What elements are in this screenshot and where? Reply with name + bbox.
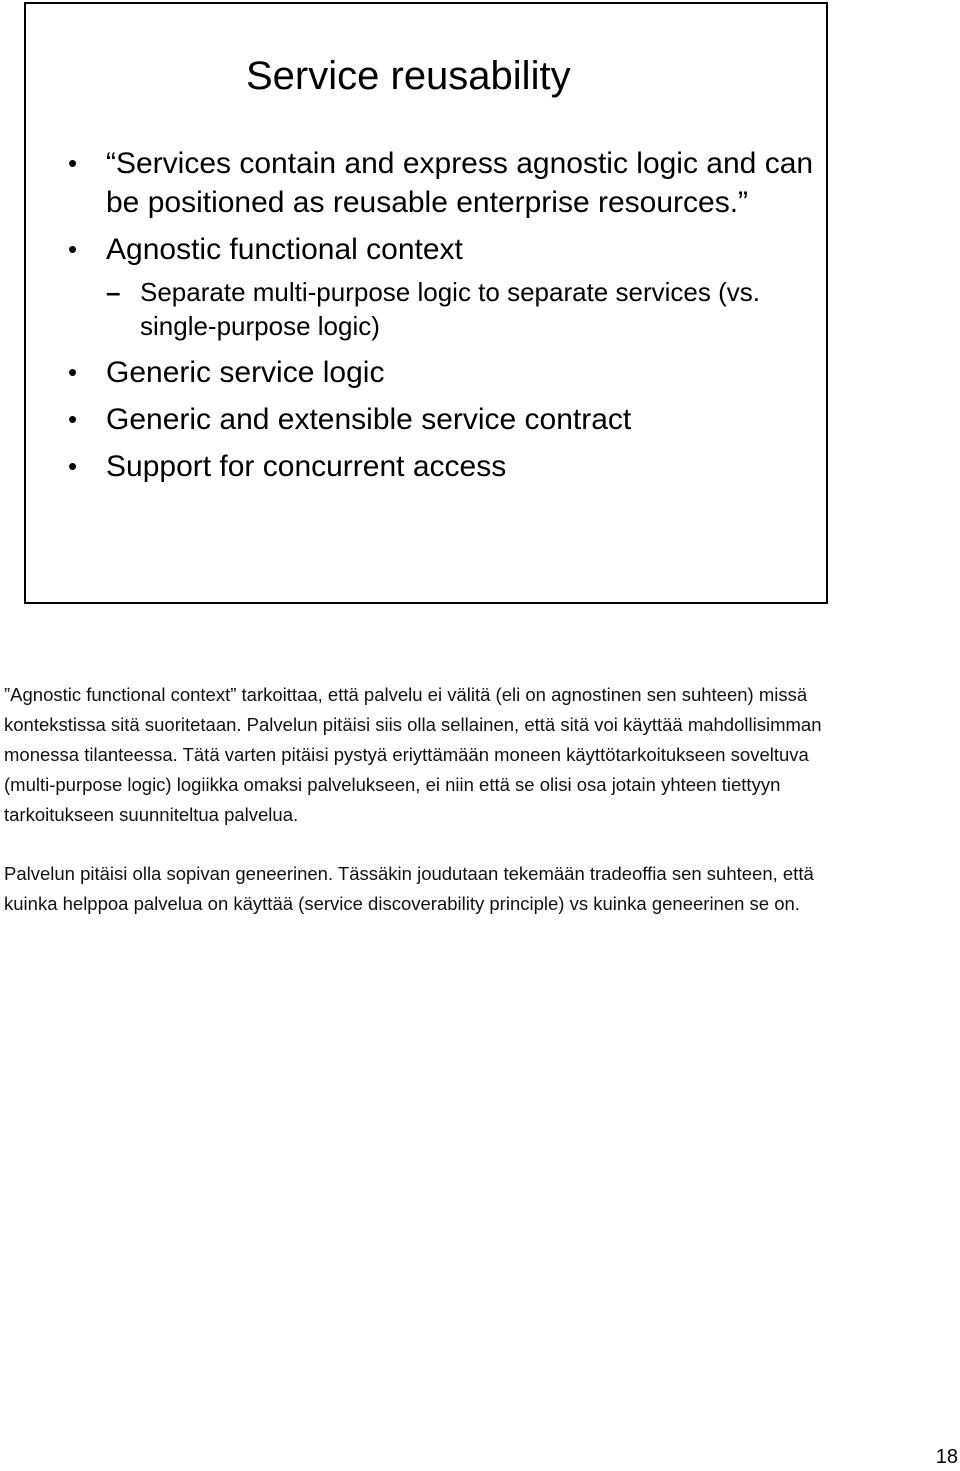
- bullet-item: • Generic and extensible service contract: [26, 400, 816, 439]
- notes-paragraph: Palvelun pitäisi olla sopivan geneerinen. Tässäkin joudutaan tekemään tradeoffia sen suhteen, että kuinka helppoa palvelua on käyttää (service discoverability principle) vs kuinka geneerinen se on.: [4, 863, 814, 914]
- bullet-item: • Generic service logic: [26, 353, 816, 392]
- bullet-item: • Support for concurrent access: [26, 447, 816, 486]
- page-number: 18: [935, 1446, 958, 1468]
- bullet-item: • Agnostic functional context: [26, 230, 816, 269]
- slide-title: Service reusability: [246, 54, 571, 98]
- bullet-list: [26, 144, 816, 494]
- slide-frame: [24, 2, 828, 604]
- speaker-notes: [4, 680, 854, 948]
- bullet-item: • “Services contain and express agnostic logic and can be positioned as reusable enterprise resources.”: [26, 144, 816, 222]
- sub-bullet-item: – Separate multi-purpose logic to separate services (vs. single-purpose logic): [26, 275, 816, 343]
- notes-paragraph: ”Agnostic functional context” tarkoittaa, että palvelu ei välitä (eli on agnostinen sen suhteen) missä kontekstissa sitä suoritetaan. Palvelun pitäisi siis olla sellainen, että sitä voi käyttää mahdollisimman monessa tilanteessa. Tätä varten pitäisi pystyä eriyttämään moneen käyttötarkoitukseen soveltuva (multi-purpose logic) logiikka omaksi palvelukseen, ei niin että se olisi osa jotain yhteen tiettyyn tarkoitukseen suunniteltua palvelua.: [4, 684, 822, 825]
